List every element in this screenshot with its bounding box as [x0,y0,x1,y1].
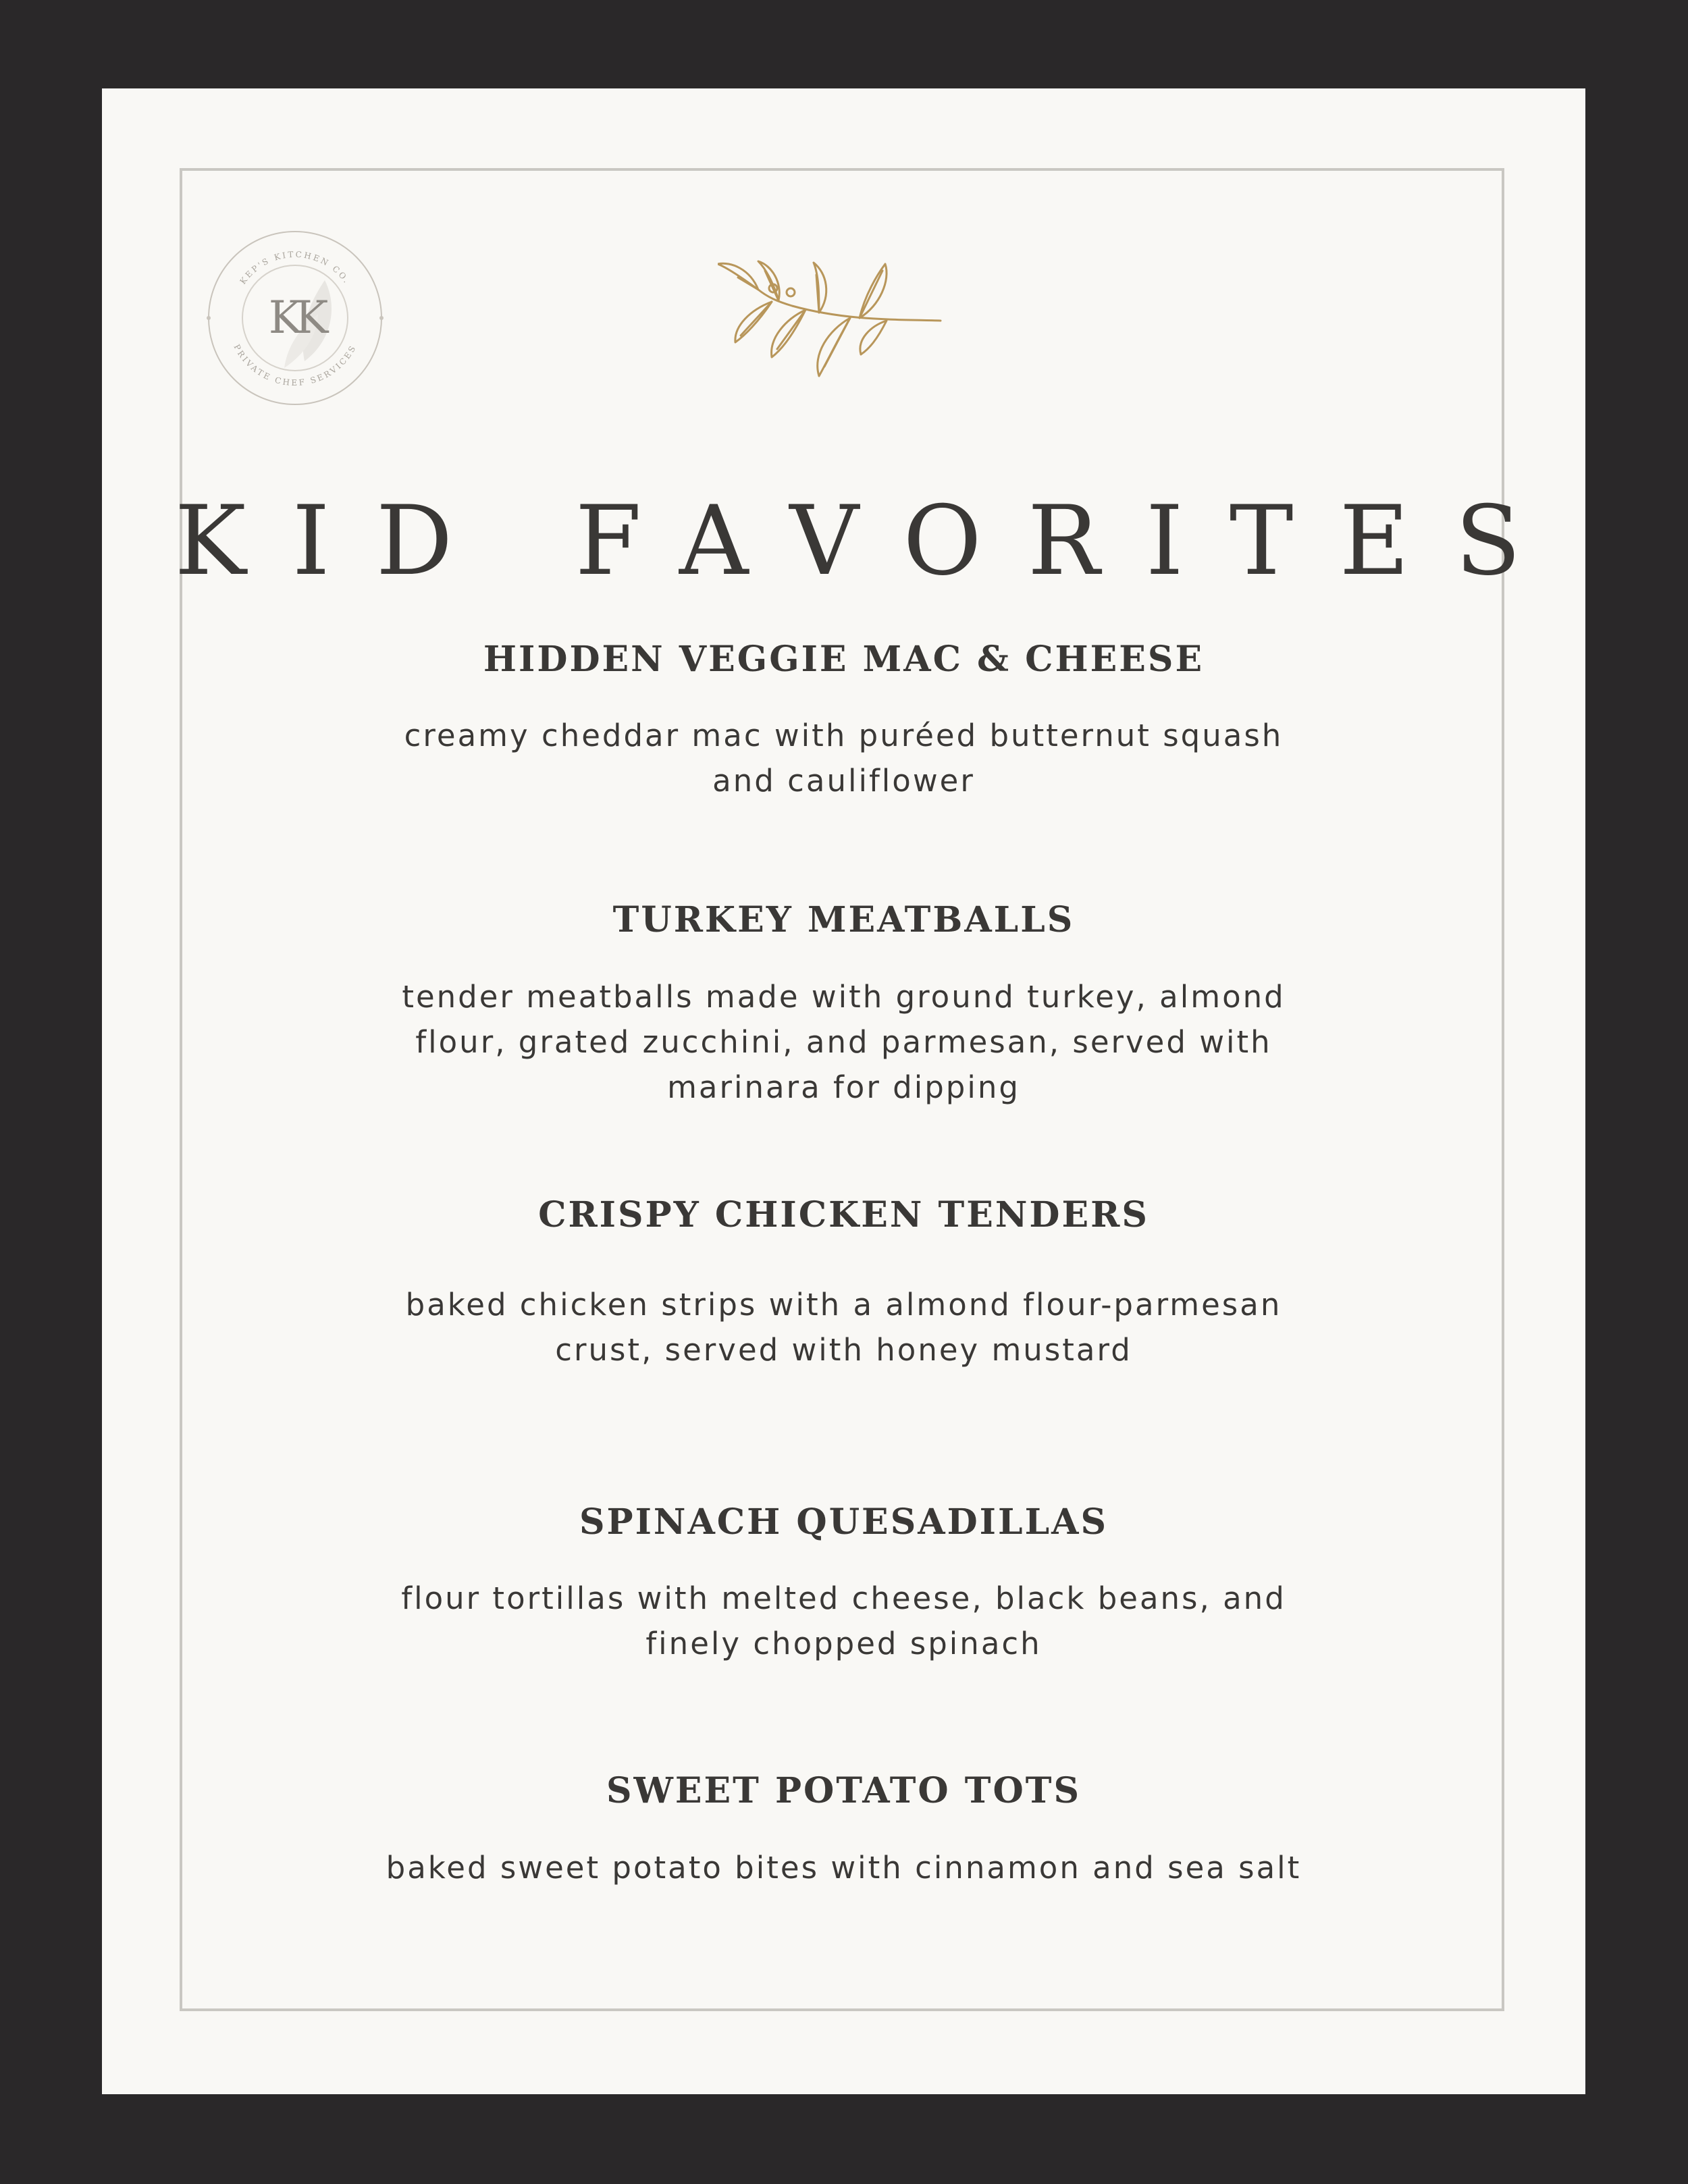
menu-item-description: creamy cheddar mac with puréed butternut squash and cauliflower [404,718,1284,799]
logo-ring-bottom-text: PRIVATE CHEF SERVICES [232,342,359,388]
menu-title: KID FAVORITES [174,485,1567,597]
menu-item-description: baked sweet potato bites with cinnamon and sea salt [386,1850,1302,1886]
menu-item-description: baked chicken strips with a almond flour-parmesan crust, served with honey mustard [405,1287,1282,1368]
menu-item-name: SPINACH QUESADILLAS [579,1501,1109,1543]
menu-item-name: SWEET POTATO TOTS [606,1770,1082,1811]
menu-item-description: tender meatballs made with ground turkey, almond flour, grated zucchini, and parmesan, served with marinara for dipping [402,979,1286,1105]
menu-page [102,88,1585,2094]
kitchen-logo-seal [203,226,387,410]
svg-text:KEP'S KITCHEN CO. [238,250,352,286]
menu-item-description: flour tortillas with melted cheese, black beans, and finely chopped spinach [401,1580,1286,1661]
menu-item-name: TURKEY MEATBALLS [612,899,1075,940]
menu-item-name: HIDDEN VEGGIE MAC & CHEESE [483,639,1205,680]
logo-monogram: KK [268,292,322,344]
menu-item-name: CRISPY CHICKEN TENDERS [538,1194,1149,1235]
leaf-sprig-icon [718,248,947,383]
logo-ring-top-text: KEP'S KITCHEN CO. [238,249,352,286]
